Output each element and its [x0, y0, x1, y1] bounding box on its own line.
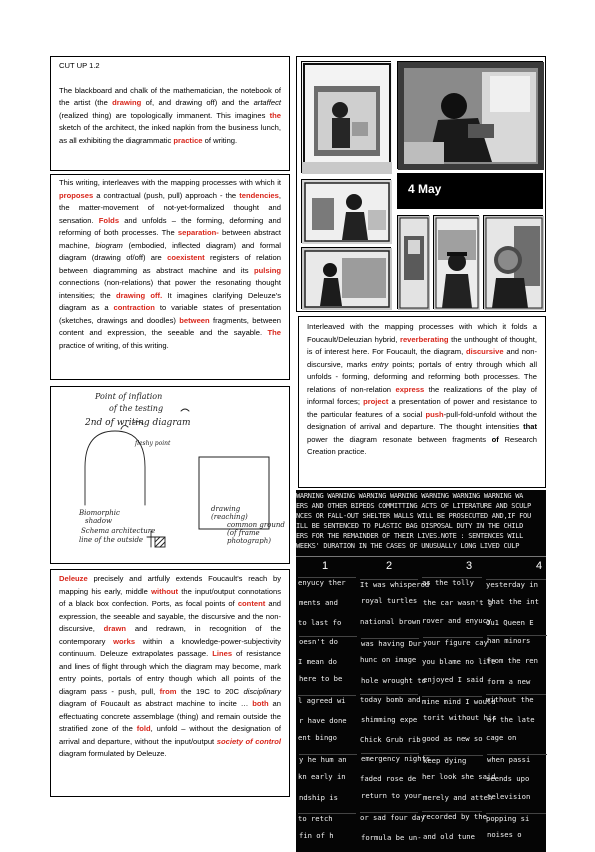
writing-box: [50, 174, 290, 380]
diagram-sketch: [50, 386, 290, 564]
sketch-label-9: drawing: [211, 505, 241, 513]
deleuze-box: [50, 569, 290, 797]
cutup-title: CUT UP 1.2: [59, 61, 100, 70]
sketch-label-2: of the testing: [109, 404, 164, 413]
cutup-fragment: emergency nights: [361, 753, 431, 763]
cutup-fragment: or sad four day: [360, 813, 425, 822]
cutup-fragment: ments and: [299, 597, 338, 607]
sketch-label-11: common ground: [227, 521, 285, 529]
sketch-label-4: fleshy point: [135, 440, 171, 447]
cutup-fragment: enjoyed I said: [423, 674, 484, 684]
cutup-fragment: without the: [486, 694, 546, 704]
cutup-fragment: to retch: [298, 813, 356, 823]
cutup-fragment: her look she said: [422, 772, 496, 782]
cutup-fragment: torit without his: [423, 713, 497, 723]
cutup-fragment: the car wasn't g: [423, 598, 493, 608]
warning-line: ILL BE SENTENCED TO PLASTIC BAG DISPOSAL DUTY IN THE CHILD: [296, 522, 524, 530]
cutup-fragment: noises o: [487, 830, 522, 840]
cutup-intro-box: [50, 56, 290, 171]
cutup-fragment: Chick Grub rib: [360, 735, 421, 745]
cutup-fragment: when passi: [487, 754, 547, 764]
cutup-fragment: fin of h: [299, 830, 334, 840]
cutup-fragment: television: [487, 791, 531, 801]
cutup-fragment: was having Dur: [361, 638, 422, 648]
photo-man-hat: [433, 215, 479, 309]
photo-man-at-wall: [301, 61, 391, 173]
collage-divider: [296, 556, 546, 557]
warning-line: WEEKS' DURATION IN THE CASES OF UNUSUALLY LONG LIVED CULP: [296, 542, 520, 550]
cutup-fragment: kn early in: [298, 771, 346, 781]
column-number: 3: [466, 560, 473, 572]
cutup-fragment: r have done: [299, 715, 347, 725]
cutup-fragment: return to your: [361, 791, 422, 801]
sketch-label-10: (reaching): [211, 513, 248, 521]
cutup-fragment: yesterday in: [486, 579, 546, 589]
cutup-fragment: here to be: [299, 674, 343, 684]
cutup-fragment: recorded by the: [422, 811, 487, 821]
cutup-fragment: you blame no life: [422, 657, 496, 667]
cutup-fragment: merely and atten: [423, 793, 493, 803]
sketch-drawing: [51, 387, 291, 565]
sketch-label-1: Point of inflation: [95, 392, 163, 401]
cutup-fragment: national brown: [360, 617, 421, 626]
foucault-box: [298, 316, 546, 488]
cutup-fragment: seends upo: [486, 774, 530, 784]
cutup-fragment: ndship is: [299, 792, 338, 802]
cutup-columns: [296, 578, 546, 852]
cutup-fragment: keep dying: [423, 755, 483, 765]
photo-doorway: [397, 215, 429, 309]
cutup-fragment: han minors: [487, 635, 547, 645]
warning-line: NCES OR FALL-OUT SHELTER WALLS WILL BE PROSECUTED AND,IF FOU: [296, 512, 531, 520]
cutup-intro-text: The blackboard and chalk of the mathematician, the notebook of the artist (the drawing of, and drawing off) and the artaffect (realized thing) are topologically immanent. This imagines the sketch of the architect, the inked napkin from the business lunch, as all exhibiting the diagrammatic practice of writing.: [59, 85, 281, 145]
cutup-fragment: good as new so: [422, 734, 483, 743]
sketch-label-5: Biomorphic: [79, 509, 120, 517]
column-number: 1: [322, 560, 329, 572]
cutup-fragment: mine mind I would: [422, 696, 496, 706]
sketch-label-13: photograph): [227, 537, 271, 545]
cutup-fragment: popping si: [486, 813, 546, 823]
photo-face-closeup: [483, 215, 543, 309]
deleuze-text: Deleuze precisely and artfully extends Foucault's reach by mapping his early, middle without the input/output connotations of a black box confection. Ports, as focal points of content and expression, the seeable and sayable, the discursive and the non-discursive, drawn and redrawn, in recognition of the contemporary works within a knowledge-power-subjectivity continuum. Deleuze extrapolates passage. Lines of resistance and lines of flight through which the diagram may become, mark entry points, portals of entry though which all points of the diagram pass - push, pull, from the 19C to 20C disciplinary diagram of Foucault as abstract machine to incite … both an effectuating concrete assemblage (thing) and remain outside the stratified zone of the fold, unfold – without the designation of arrival and departure, without the input/output society of control diagram formulated by Deleuze.: [59, 574, 282, 758]
cutup-fragment: cage on: [486, 732, 517, 742]
photo-grid: [296, 56, 546, 312]
cutup-fragment: ent bingo: [298, 733, 337, 743]
photo-man-crouching: [397, 61, 543, 169]
photo-man-portrait: [301, 179, 391, 243]
column-number: 4: [536, 560, 543, 572]
cutup-fragment: and old tune: [423, 831, 475, 841]
cutup-fragment: as the tolly: [422, 577, 482, 587]
sketch-label-12: (of frame: [227, 529, 260, 537]
cutup-fragment: oesn't do: [299, 636, 357, 646]
sketch-label-8: line of the outside: [79, 536, 144, 544]
date-label-tile: [397, 173, 543, 209]
foucault-text: Interleaved with the mapping processes with which it folds a Foucault/Deleuzian hybrid, reverberating the unthought of thought, is of interest here. For Foucault, the diagram, discursive and non-discursive, marks entry points; portals of entry through which all unfolds - forming, deforming and reforming both processes. The relations of non-relation express the realizations of the play of informal forces; project a presentation of power and resistance to the particular features of a social push-pull-fold-unfold without the designation of arrival and departure. The thought intensities that power the diagram resonate between fragments of Research Creation practice.: [307, 322, 538, 456]
warning-line: ERS AND OTHER BIPEDS COMMITTING ACTS OF LITERATURE AND SCULP: [296, 502, 531, 510]
cutup-fragment: faded rose de: [360, 773, 417, 783]
cutup-fragment: rover and enyucy: [422, 615, 492, 625]
cutup-fragment: your figure cay: [423, 637, 488, 647]
column-number: 2: [386, 560, 393, 572]
writing-text: This writing, interleaves with the mapping processes with which it proposes a contractual (push, pull) approach - the tendencies, the matter-movement of not-yet-formalized thought and sensation. Folds and unfolds – the forming, deforming and reforming of both processes. The separation- between abstract machine, biogram (embodied, inflected diagram) and formal diagram (drawing of/off) are coexistent registers of relation between diagramming as abstract machine and its pulsing connections (non-relations) that power the resonating thought intensities; the drawing off. It imagines clarifying Deleuze's diagram as a contraction to variable states of presentation (sketches, drawings and doodles) between fragments, between content and expression, the seeable and the sayable. The practice of writing, of this writing.: [59, 178, 282, 350]
cutup-fragment: It was whisperod: [360, 579, 430, 589]
cutup-fragment: that the int: [487, 596, 539, 606]
cutup-fragment: enyucy ther: [298, 577, 356, 587]
cutup-fragment: to last fo: [298, 618, 342, 628]
warning-line: ERS FOR THE REMAINDER OF THEIR LIVES.NOTE : SENTENCES WILL: [296, 532, 524, 540]
date-label: 4 May: [408, 182, 442, 196]
cutup-fragment: Ou1 Queen E: [486, 617, 534, 627]
cutup-fragment: form a new: [487, 676, 531, 686]
cutup-fragment: royal turtles: [361, 596, 418, 606]
cutup-fragment: today bomb and: [360, 694, 421, 704]
sketch-label-6: shadow: [85, 517, 112, 525]
sketch-label-3: 2nd of writing diagram: [85, 418, 191, 428]
cutup-fragment: formula be un-: [361, 832, 422, 842]
warning-line: WARNING WARNING WARNING WARNING WARNING WARNING WARNING WA: [296, 492, 524, 500]
cutup-collage: [296, 490, 546, 852]
cutup-fragment: y he hum an: [299, 754, 357, 764]
cutup-fragment: from the ren: [486, 656, 538, 665]
cutup-fragment: l agreed wi: [298, 695, 356, 705]
cutup-fragment: hunc on image: [360, 655, 417, 665]
cutup-fragment: shimming expe: [361, 714, 418, 724]
cutup-fragment: hole wrought to: [361, 676, 426, 686]
sketch-label-7: Schema architecture: [81, 527, 156, 535]
photo-man-walking: [301, 247, 391, 309]
cutup-fragment: of the late: [487, 715, 535, 725]
cutup-fragment: I mean do: [298, 656, 337, 666]
